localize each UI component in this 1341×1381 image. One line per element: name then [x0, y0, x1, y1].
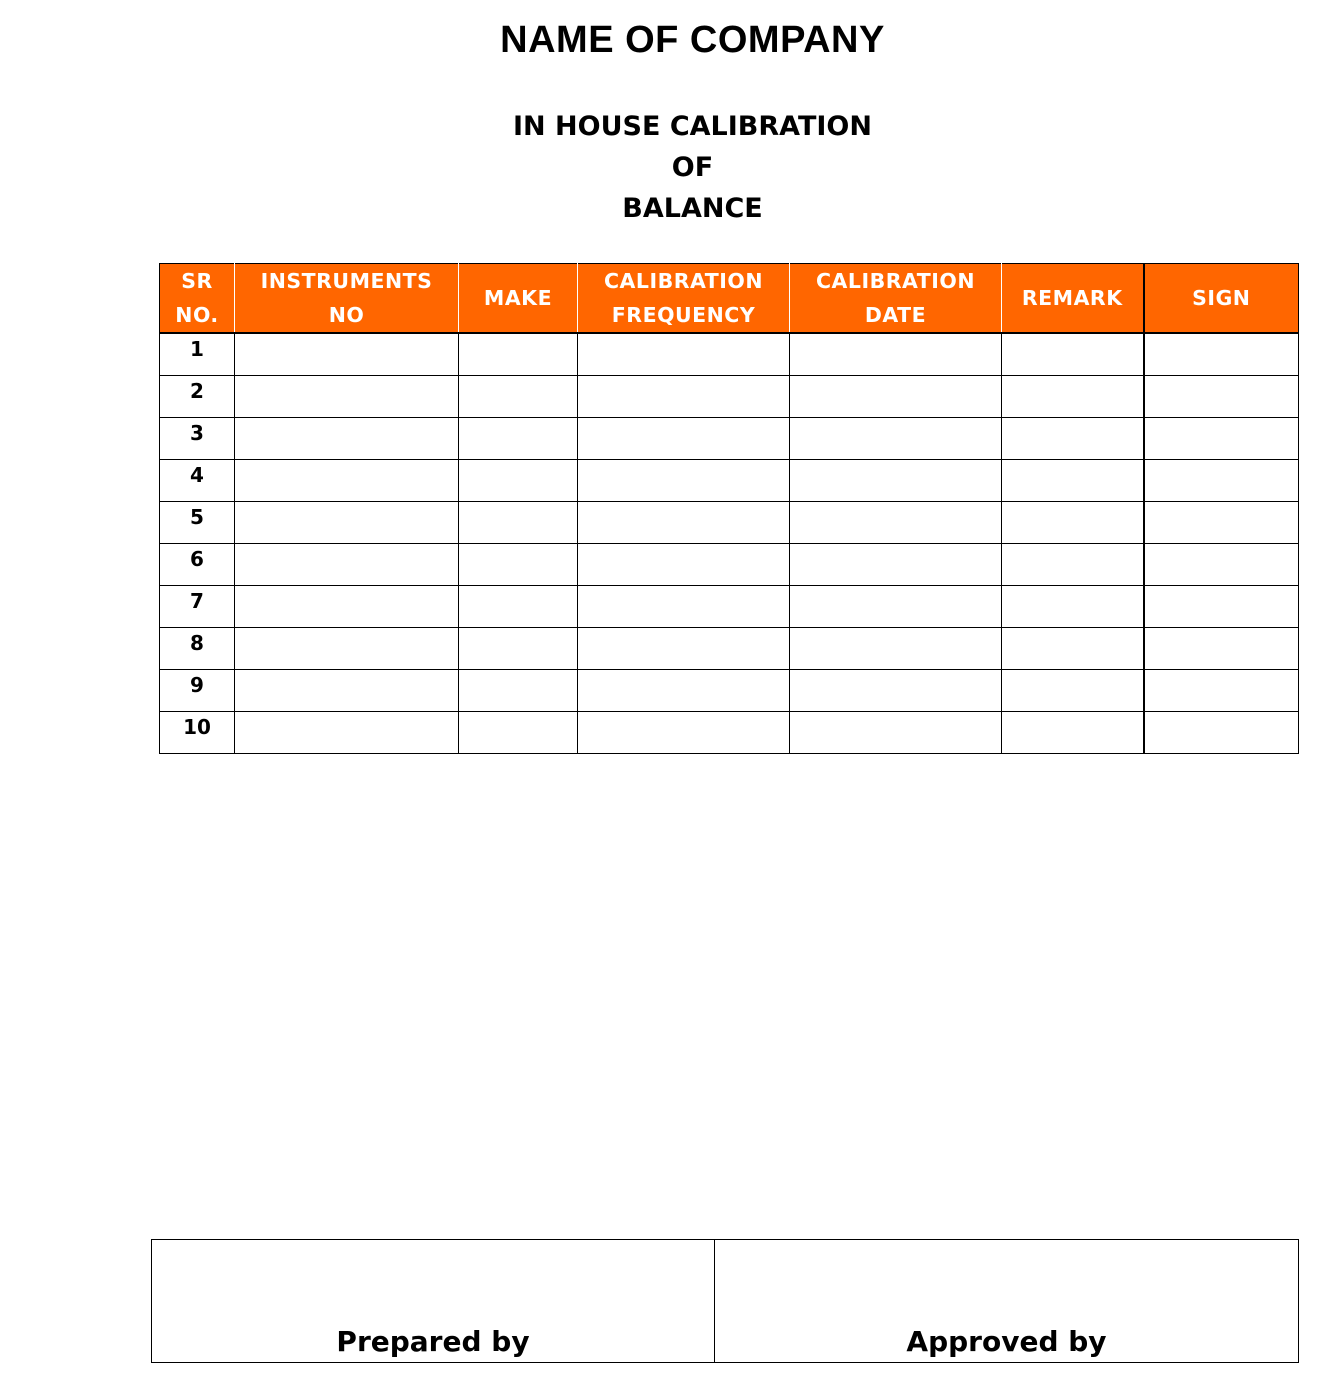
remark-cell[interactable] — [1002, 460, 1144, 502]
remark-cell[interactable] — [1002, 628, 1144, 670]
sign-cell[interactable] — [1144, 418, 1299, 460]
sr-no-cell: 2 — [160, 376, 235, 418]
make-cell[interactable] — [459, 544, 578, 586]
sr-no-cell: 7 — [160, 586, 235, 628]
sign-cell[interactable] — [1144, 460, 1299, 502]
column-header-sign: SIGN — [1144, 264, 1299, 334]
calibration-date-cell[interactable] — [790, 544, 1002, 586]
make-cell[interactable] — [459, 670, 578, 712]
calibration-table — [159, 263, 1299, 754]
sign-cell[interactable] — [1144, 544, 1299, 586]
calibration-date-cell[interactable] — [790, 502, 1002, 544]
sign-cell[interactable] — [1144, 333, 1299, 376]
make-cell[interactable] — [459, 460, 578, 502]
sr-no-cell: 1 — [160, 333, 235, 376]
calibration-date-cell[interactable] — [790, 333, 1002, 376]
prepared-by-label: Prepared by — [336, 1325, 530, 1358]
remark-cell[interactable] — [1002, 502, 1144, 544]
calibration-frequency-cell[interactable] — [578, 333, 790, 376]
remark-cell[interactable] — [1002, 670, 1144, 712]
calibration-date-cell[interactable] — [790, 670, 1002, 712]
instruments-no-cell[interactable] — [235, 502, 459, 544]
sr-no-cell: 10 — [160, 712, 235, 754]
column-header-remark: REMARK — [1002, 264, 1144, 334]
column-header-sr-no: SR NO. — [160, 264, 235, 334]
column-header-make: MAKE — [459, 264, 578, 334]
make-cell[interactable] — [459, 333, 578, 376]
calibration-frequency-cell[interactable] — [578, 376, 790, 418]
remark-cell[interactable] — [1002, 333, 1144, 376]
make-cell[interactable] — [459, 628, 578, 670]
calibration-date-cell[interactable] — [790, 460, 1002, 502]
calibration-frequency-cell[interactable] — [578, 418, 790, 460]
remark-cell[interactable] — [1002, 712, 1144, 754]
instruments-no-cell[interactable] — [235, 418, 459, 460]
instruments-no-cell[interactable] — [235, 544, 459, 586]
title-line-2: OF — [671, 152, 714, 183]
sign-cell[interactable] — [1144, 670, 1299, 712]
signature-table — [151, 1239, 1299, 1363]
title-line-1: IN HOUSE CALIBRATION — [513, 111, 872, 142]
sign-cell[interactable] — [1144, 376, 1299, 418]
sign-cell[interactable] — [1144, 628, 1299, 670]
table-row — [160, 670, 1299, 712]
table-row — [160, 712, 1299, 754]
calibration-date-cell[interactable] — [790, 712, 1002, 754]
sr-no-cell: 6 — [160, 544, 235, 586]
sr-no-cell: 8 — [160, 628, 235, 670]
sr-no-cell: 9 — [160, 670, 235, 712]
table-row — [160, 460, 1299, 502]
make-cell[interactable] — [459, 376, 578, 418]
make-cell[interactable] — [459, 586, 578, 628]
table-row — [160, 628, 1299, 670]
remark-cell[interactable] — [1002, 376, 1144, 418]
column-header-calibration-date: CALIBRATION DATE — [790, 264, 1002, 334]
table-row — [160, 418, 1299, 460]
table-row — [160, 376, 1299, 418]
remark-cell[interactable] — [1002, 544, 1144, 586]
approved-by-label: Approved by — [906, 1325, 1107, 1358]
calibration-frequency-cell[interactable] — [578, 502, 790, 544]
calibration-frequency-cell[interactable] — [578, 712, 790, 754]
calibration-frequency-cell[interactable] — [578, 670, 790, 712]
table-row — [160, 502, 1299, 544]
sign-cell[interactable] — [1144, 586, 1299, 628]
instruments-no-cell[interactable] — [235, 670, 459, 712]
company-name: NAME OF COMPANY — [500, 19, 885, 61]
sr-no-cell: 3 — [160, 418, 235, 460]
make-cell[interactable] — [459, 502, 578, 544]
calibration-frequency-cell[interactable] — [578, 586, 790, 628]
calibration-frequency-cell[interactable] — [578, 628, 790, 670]
prepared-by-box[interactable] — [152, 1240, 715, 1363]
calibration-date-cell[interactable] — [790, 376, 1002, 418]
remark-cell[interactable] — [1002, 418, 1144, 460]
remark-cell[interactable] — [1002, 586, 1144, 628]
sign-cell[interactable] — [1144, 712, 1299, 754]
table-row — [160, 586, 1299, 628]
instruments-no-cell[interactable] — [235, 628, 459, 670]
table-row — [160, 544, 1299, 586]
make-cell[interactable] — [459, 712, 578, 754]
approved-by-box[interactable] — [715, 1240, 1299, 1363]
instruments-no-cell[interactable] — [235, 460, 459, 502]
calibration-frequency-cell[interactable] — [578, 544, 790, 586]
instruments-no-cell[interactable] — [235, 376, 459, 418]
calibration-date-cell[interactable] — [790, 586, 1002, 628]
calibration-date-cell[interactable] — [790, 418, 1002, 460]
title-line-3: BALANCE — [622, 193, 763, 224]
calibration-date-cell[interactable] — [790, 628, 1002, 670]
instruments-no-cell[interactable] — [235, 333, 459, 376]
sign-cell[interactable] — [1144, 502, 1299, 544]
sr-no-cell: 4 — [160, 460, 235, 502]
instruments-no-cell[interactable] — [235, 712, 459, 754]
table-row — [160, 333, 1299, 376]
column-header-instruments-no: INSTRUMENTS NO — [235, 264, 459, 334]
header-row — [160, 264, 1299, 334]
column-header-calibration-frequency: CALIBRATION FREQUENCY — [578, 264, 790, 334]
make-cell[interactable] — [459, 418, 578, 460]
calibration-frequency-cell[interactable] — [578, 460, 790, 502]
sr-no-cell: 5 — [160, 502, 235, 544]
instruments-no-cell[interactable] — [235, 586, 459, 628]
